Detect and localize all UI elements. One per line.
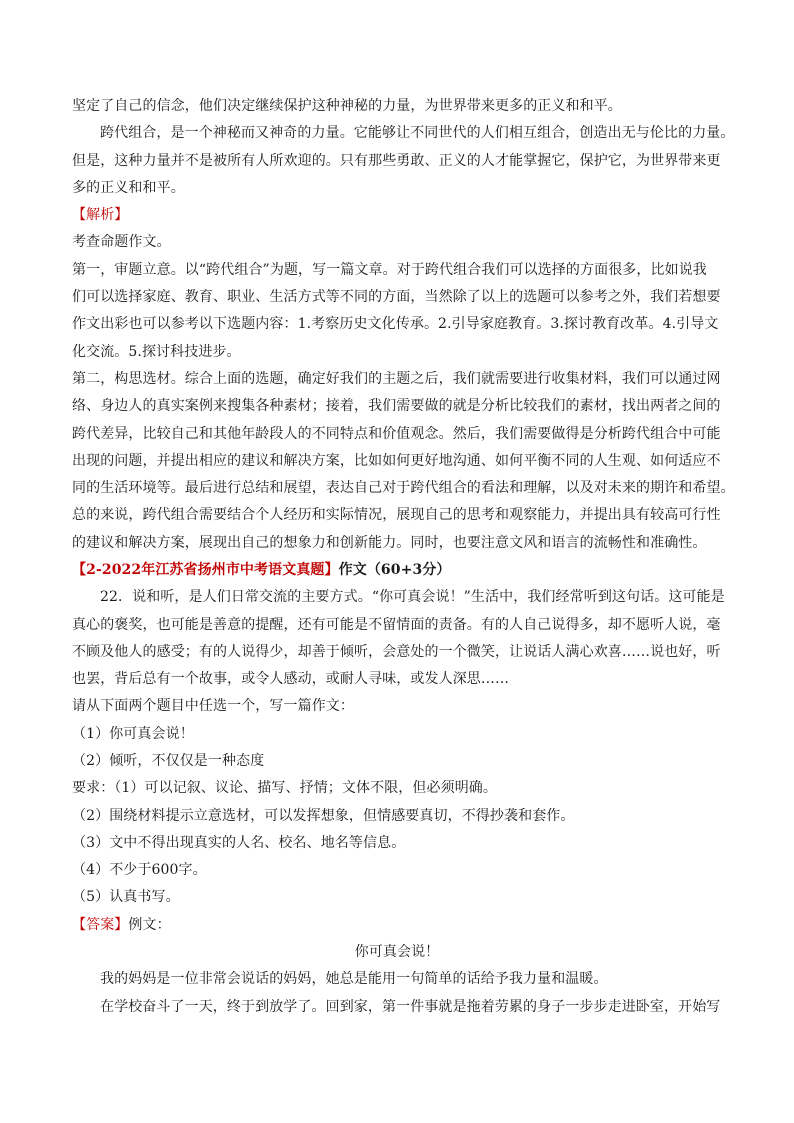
answer-line (72, 917, 732, 933)
text-line: 出现的问题，并提出相应的建议和解决方案，比如如何更好地沟通、如何平衡不同的人生观、如何适应不 (72, 453, 721, 469)
text-line: 坚定了自己的信念，他们决定继续保护这种神秘的力量，为世界带来更多的正义和和平。 (72, 98, 622, 114)
text-line: 但是，这种力量并不是被所有人所欢迎的。只有那些勇敢、正义的人才能掌握它，保护它，为世界带来更 (72, 153, 721, 169)
topic-option-1: （1）你可真会说！ (72, 726, 194, 742)
analysis-heading: 【解析】 (72, 207, 129, 223)
text-line: 跨代差异，比较自己和其他年龄段人的不同特点和价值观念。然后，我们需要做得是分析跨代组合中可能 (72, 426, 721, 442)
requirement-line: （5）认真书写。 (72, 889, 180, 905)
text-line: 作文出彩也可以参考以下选题内容：1.考察历史文化传承。2.引导家庭教育。3.探讨教育改革。4.引导文 (72, 316, 719, 332)
question-source-line (72, 562, 732, 578)
text-line: 们可以选择家庭、教育、职业、生活方式等不同的方面，当然除了以上的选题可以参考之外，我们若想要 (72, 289, 721, 305)
text-line: 我的妈妈是一位非常会说话的妈妈，她总是能用一句简单的话给予我力量和温暖。 (100, 971, 608, 987)
text-line: 的建议和解决方案，展现出自己的想象力和创新能力。同时，也要注意文风和语言的流畅性和准确性。 (72, 535, 707, 551)
text-line: 同的生活环境等。最后进行总结和展望，表达自己对于跨代组合的看法和理解，以及对未来的期许和希望。 (72, 480, 735, 496)
text-line: 总的来说，跨代组合需要结合个人经历和实际情况，展现自己的思考和观察能力，并提出具有较高可行性 (72, 507, 721, 523)
text-line: 22．说和听，是人们日常交流的主要方式。“你可真会说！”生活中，我们经常听到这句话。这可能是 (100, 589, 725, 605)
example-label: 例文： (128, 917, 171, 933)
question-type: 作文（60+3分） (338, 562, 451, 578)
text-line: 也罢，背后总有一个故事，或令人感动，或耐人寻味，或发人深思…… (72, 671, 510, 687)
text-line: 在学校奋斗了一天，终于到放学了。回到家，第一件事就是拖着劳累的身子一步步走进卧室，开始写 (100, 999, 721, 1015)
topic-option-2: （2）倾听，不仅仅是一种态度 (72, 753, 265, 769)
text-line: 不顾及他人的感受；有的人说得少，却善于倾听，会意处的一个微笑，让说话人满心欢喜……说也好，听 (72, 644, 721, 660)
text-line: 第一，审题立意。以“跨代组合”为题，写一篇文章。对于跨代组合我们可以选择的方面很多，比如说我 (72, 262, 707, 278)
requirement-line: （4）不少于600字。 (72, 862, 207, 878)
text-line: 跨代组合，是一个神秘而又神奇的力量。它能够让不同世代的人们相互组合，创造出无与伦比的力量。 (100, 125, 735, 141)
requirement-line: （2）围绕材料提示立意选材，可以发挥想象，但情感要真切，不得抄袭和套作。 (72, 808, 575, 824)
text-line: 化交流。5.探讨科技进步。 (72, 344, 241, 360)
text-line: 真心的褒奖，也可能是善意的提醒，还有可能是不留情面的责备。有的人自己说得多，却不愿听人说，毫 (72, 617, 721, 633)
requirement-line: 要求：（1）可以记叙、议论、描写、抒情；文体不限，但必须明确。 (72, 780, 498, 796)
requirement-line: （3）文中不得出现真实的人名、校名、地名等信息。 (72, 835, 406, 851)
question-source: 【2-2022年江苏省扬州市中考语文真题】 (72, 562, 339, 578)
text-line: 络、身边人的真实案例来搜集各种素材；接着，我们需要做的就是分析比较我们的素材，找出两者之间的 (72, 398, 721, 414)
essay-title: 你可真会说！ (354, 944, 440, 960)
text-line: 请从下面两个题目中任选一个，写一篇作文： (72, 698, 354, 714)
text-line: 第二，构思选材。综合上面的选题，确定好我们的主题之后，我们就需要进行收集材料，我们可以通过网 (72, 371, 721, 387)
text-line: 多的正义和和平。 (72, 180, 185, 196)
answer-heading: 【答案】 (72, 917, 129, 933)
text-line: 考查命题作文。 (72, 234, 171, 250)
